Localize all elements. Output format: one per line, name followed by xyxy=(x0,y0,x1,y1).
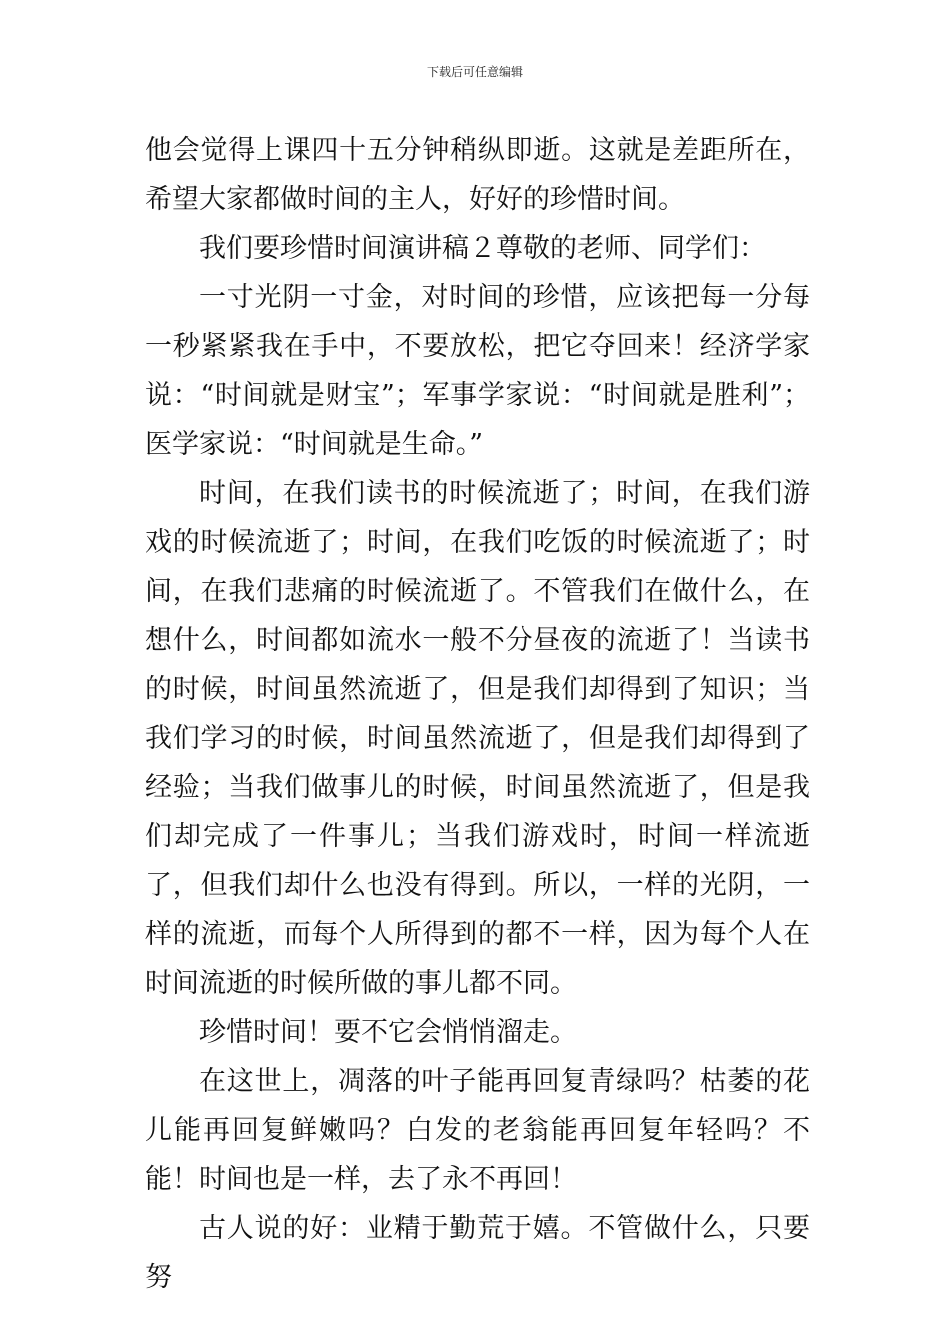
paragraph-1: 他会觉得上课四十五分钟稍纵即逝。这就是差距所在，希望大家都做时间的主人，好好的珍惜时间。 xyxy=(145,135,810,215)
paragraph-7: 古人说的好：业精于勤荒于嬉。不管做什么，只要努 xyxy=(145,1213,810,1293)
paragraph-2: 我们要珍惜时间演讲稿２尊敬的老师、同学们： xyxy=(199,233,766,264)
page-header: 下载后可任意编辑 xyxy=(426,65,523,79)
paragraph-3: 一寸光阴一寸金，对时间的珍惜，应该把每一分每一秒紧紧我在手中，不要放松，把它夺回来！经济学家说：“时间就是财宝”；军事学家说：“时间就是胜利”；医学家说：“时间就是生命。” xyxy=(145,282,810,460)
paragraph-5: 珍惜时间！要不它会悄悄溜走。 xyxy=(199,1017,577,1048)
paragraph-4: 时间，在我们读书的时候流逝了；时间，在我们游戏的时候流逝了；时间，在我们吃饭的时候流逝了；时间，在我们悲痛的时候流逝了。不管我们在做什么，在想什么，时间都如流水一般不分昼夜的流逝了！当读书的时候，时间虽然流逝了，但是我们却得到了知识；当我们学习的时候，时间虽然流逝了，但是我们却得到了经验；当我们做事儿的时候，时间虽然流逝了，但是我们却完成了一件事儿；当我们游戏时，时间一样流逝了，但我们却什么也没有得到。所以，一样的光阴，一样的流逝，而每个人所得到的都不一样，因为每个人在时间流逝的时候所做的事儿都不同。 xyxy=(145,478,810,999)
paragraph-6: 在这世上，凋落的叶子能再回复青绿吗？枯萎的花儿能再回复鲜嫩吗？白发的老翁能再回复年轻吗？不能！时间也是一样，去了永不再回！ xyxy=(145,1066,810,1195)
document-body xyxy=(145,126,810,1302)
